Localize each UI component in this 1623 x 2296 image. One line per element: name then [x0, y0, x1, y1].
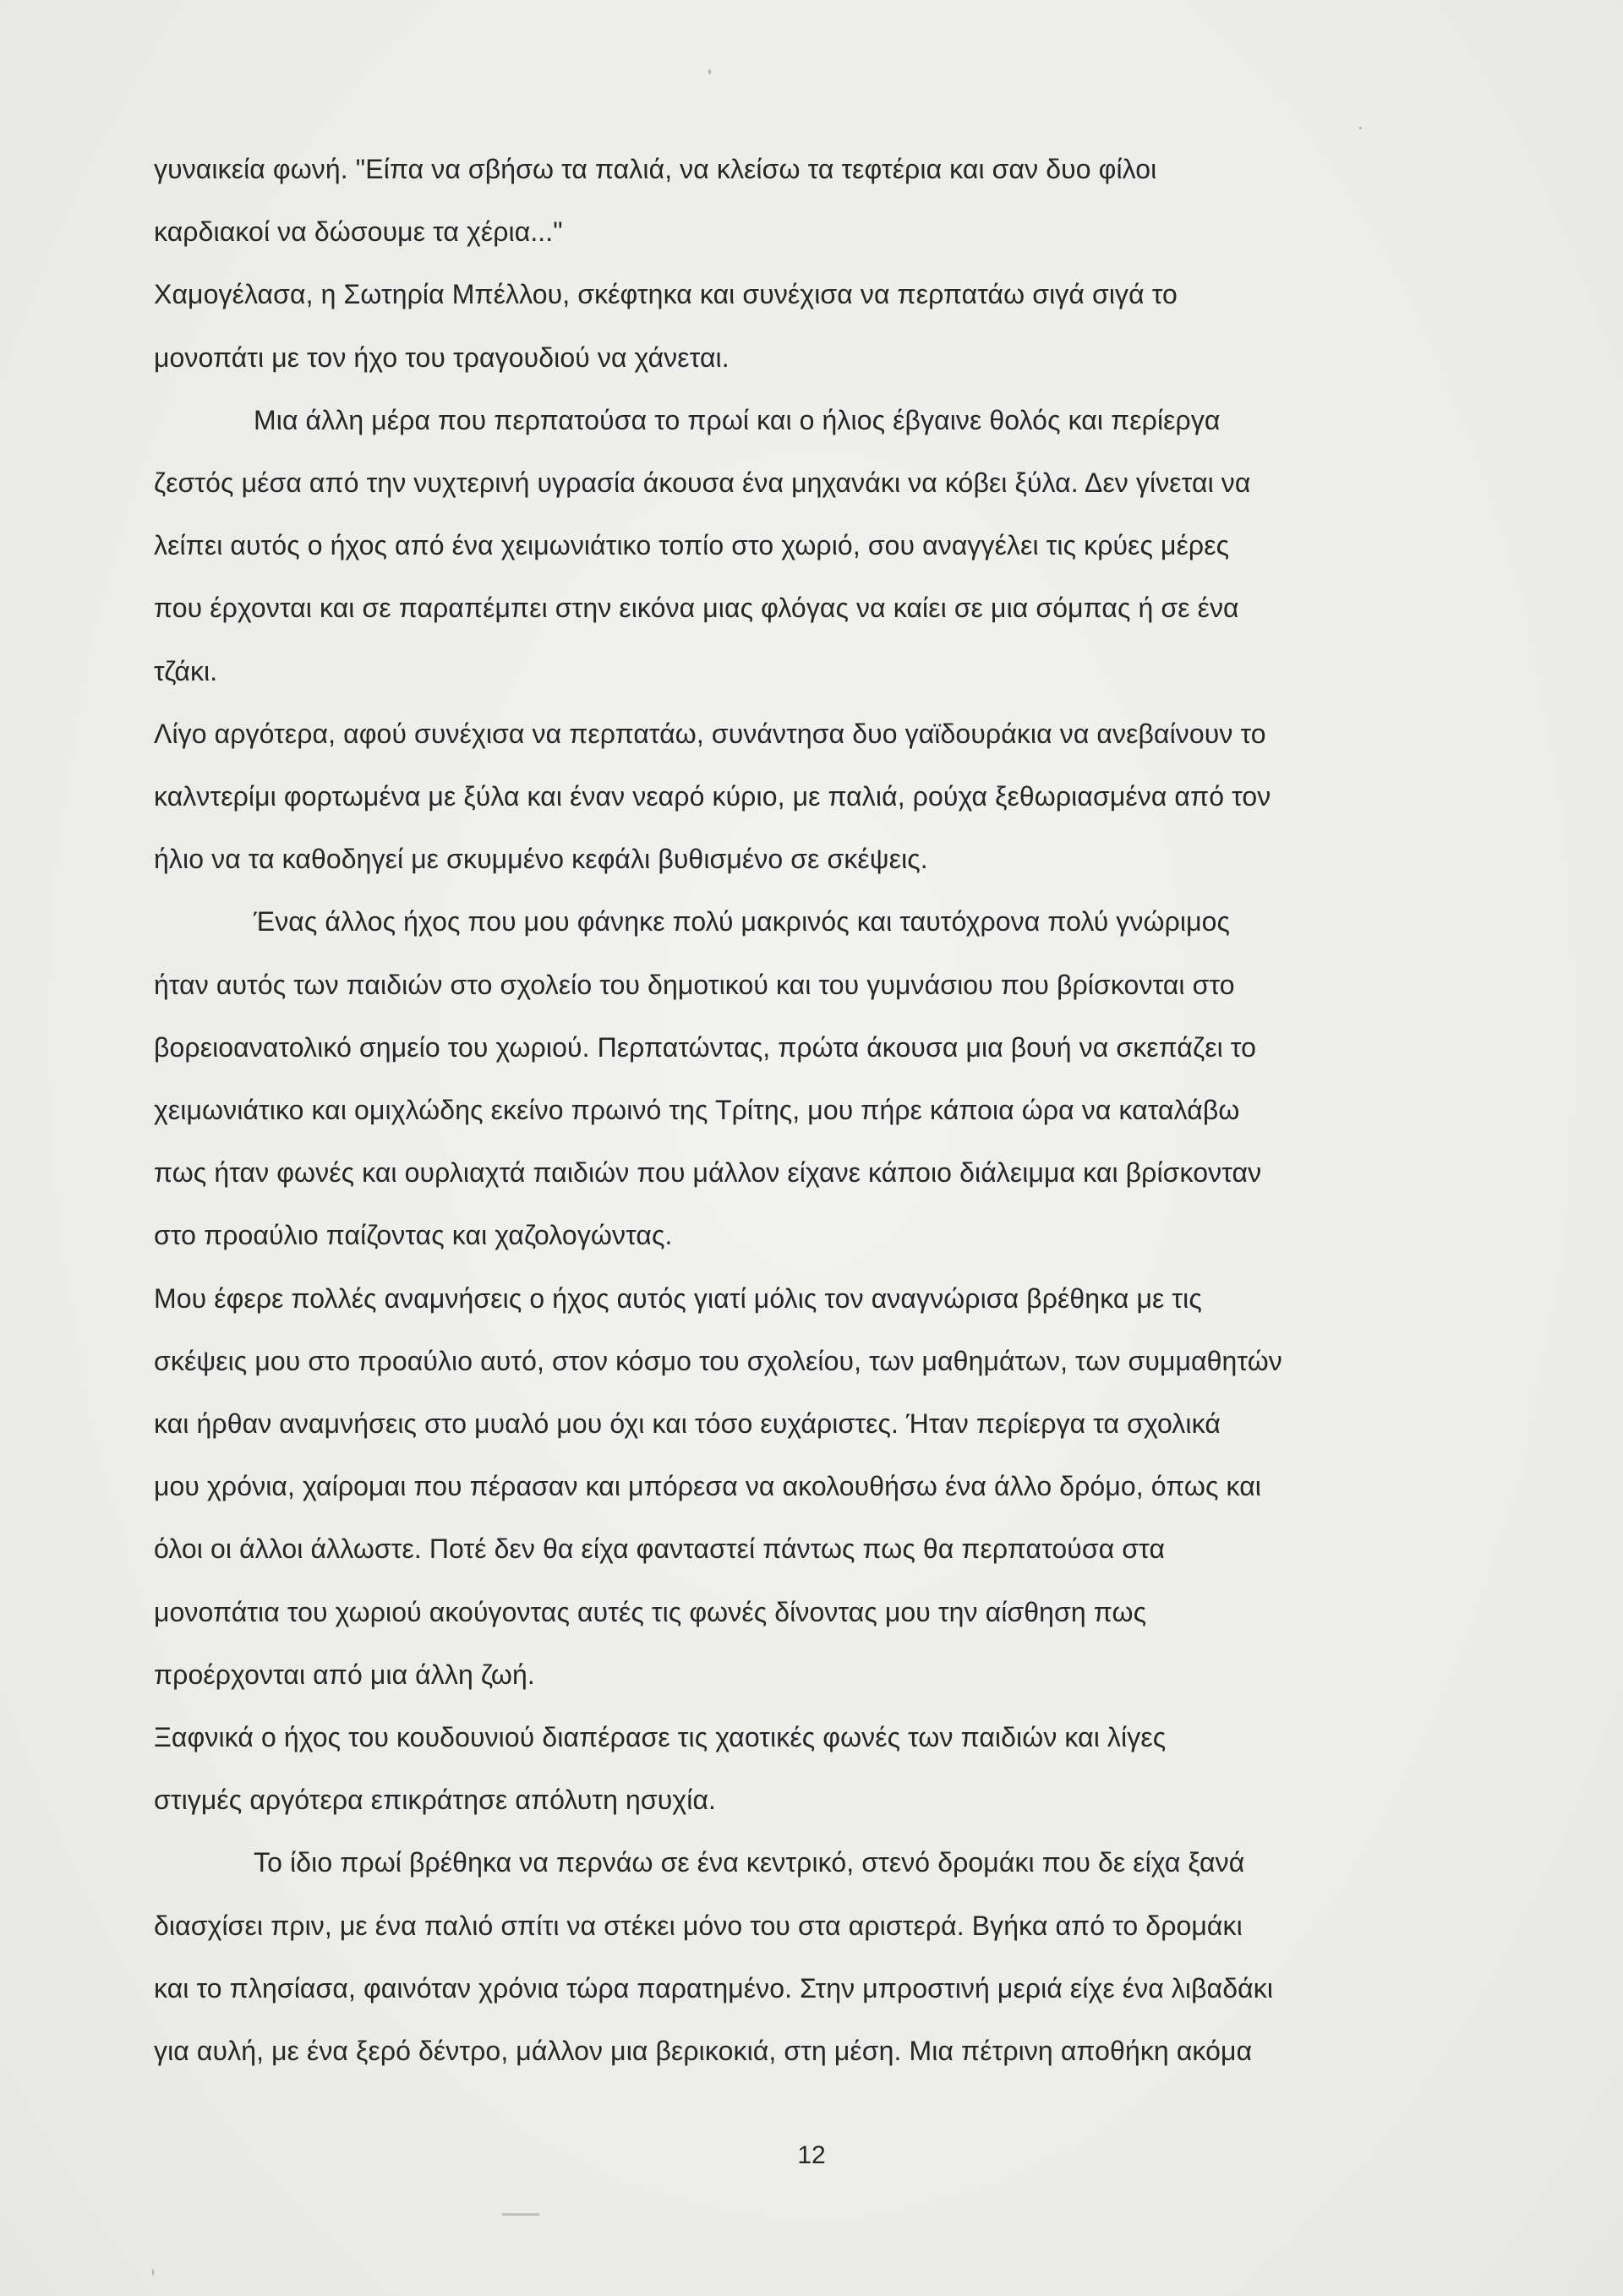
paper-speck: [1359, 127, 1362, 129]
text-line: Ξαφνικά ο ήχος του κουδουνιού διαπέρασε τις χαοτικές φωνές των παιδιών και λίγες: [154, 1722, 1167, 1752]
text-line: Λίγο αργότερα, αφού συνέχισα να περπατάω, συνάντησα δυο γαϊδουράκια να ανεβαίνουν το: [154, 718, 1266, 749]
text-line: τζάκι.: [154, 655, 218, 686]
paper-speck: [152, 2269, 154, 2276]
text-line: ήλιο να τα καθοδηγεί με σκυμμένο κεφάλι βυθισμένο σε σκέψεις.: [154, 844, 928, 875]
text-line: όλοι οι άλλοι άλλωστε. Ποτέ δεν θα είχα φανταστεί πάντως πως θα περπατούσα στα: [154, 1533, 1166, 1565]
page-number: 12: [797, 2141, 826, 2169]
text-line: διασχίσει πριν, με ένα παλιό σπίτι να στέκει μόνο του στα αριστερά. Βγήκα από το δρομάκι: [154, 1910, 1243, 1941]
text-line: Ένας άλλος ήχος που μου φάνηκε πολύ μακρινός και ταυτόχρονα πολύ γνώριμος: [254, 906, 1231, 938]
text-line: ήταν αυτός των παιδιών στο σχολείο του δημοτικού και του γυμνάσιου που βρίσκονται στο: [154, 969, 1235, 1000]
text-line: Μου έφερε πολλές αναμνήσεις ο ήχος αυτός γιατί μόλις τον αναγνώρισα βρέθηκα με τις: [154, 1282, 1202, 1314]
text-line: προέρχονται από μια άλλη ζωή.: [154, 1659, 535, 1690]
text-line: στιγμές αργότερα επικράτησε απόλυτη ησυχία.: [154, 1785, 717, 1816]
text-line: πως ήταν φωνές και ουρλιαχτά παιδιών που μάλλον είχανε κάποιο διάλειμμα και βρίσκονταν: [154, 1157, 1262, 1189]
text-line: Μια άλλη μέρα που περπατούσα το πρωί και ο ήλιος έβγαινε θολός και περίεργα: [254, 404, 1221, 435]
text-line: που έρχονται και σε παραπέμπει στην εικόνα μιας φλόγας να καίει σε μια σόμπας ή σε ένα: [154, 593, 1239, 624]
text-line: και το πλησίασα, φαινόταν χρόνια τώρα παρατημένο. Στην μπροστινή μεριά είχε ένα λιβαδάκι: [154, 1972, 1274, 2004]
text-line: Το ίδιο πρωί βρέθηκα να περνάω σε ένα κεντρικό, στενό δρομάκι που δε είχα ξανά: [254, 1847, 1245, 1878]
text-line: μονοπάτι με τον ήχο του τραγουδιού να χάνεται.: [154, 342, 730, 373]
paper-smudge: [502, 2213, 539, 2216]
text-line: καλντερίμι φορτωμένα με ξύλα και έναν νεαρό κύριο, με παλιά, ρούχα ξεθωριασμένα από τον: [154, 781, 1271, 812]
text-line: μονοπάτια του χωριού ακούγοντας αυτές τις φωνές δίνοντας μου την αίσθηση πως: [154, 1596, 1147, 1627]
text-line: καρδιακοί να δώσουμε τα χέρια...": [154, 216, 563, 248]
text-line: χειμωνιάτικο και ομιχλώδης εκείνο πρωινό της Τρίτης, μου πήρε κάποια ώρα να καταλάβω: [154, 1095, 1240, 1125]
text-line: βορειοανατολικό σημείο του χωριού. Περπατώντας, πρώτα άκουσα μια βουή να σκεπάζει το: [154, 1031, 1256, 1063]
text-line: και ήρθαν αναμνήσεις στο μυαλό μου όχι και τόσο ευχάριστες. Ήταν περίεργα τα σχολικά: [154, 1408, 1221, 1439]
text-line: Χαμογέλασα, η Σωτηρία Μπέλλου, σκέφτηκα και συνέχισα να περπατάω σιγά σιγά το: [154, 279, 1178, 310]
text-line: στο προαύλιο παίζοντας και χαζολογώντας.: [154, 1220, 673, 1251]
paper-speck: [708, 69, 711, 74]
text-line: γυναικεία φωνή. "Είπα να σβήσω τα παλιά, να κλείσω τα τεφτέρια και σαν δυο φίλοι: [154, 154, 1157, 184]
text-line: σκέψεις μου στο προαύλιο αυτό, στον κόσμο του σχολείου, των μαθημάτων, των συμμαθητών: [154, 1345, 1282, 1376]
text-line: λείπει αυτός ο ήχος από ένα χειμωνιάτικο τοπίο στο χωριό, σου αναγγέλει τις κρύες μέρες: [154, 530, 1230, 561]
text-line: μου χρόνια, χαίρομαι που πέρασαν και μπόρεσα να ακολουθήσω ένα άλλο δρόμο, όπως και: [154, 1471, 1262, 1502]
text-line: για αυλή, με ένα ξερό δέντρο, μάλλον μια βερικοκιά, στη μέση. Μια πέτρινη αποθήκη ακόμα: [154, 2036, 1253, 2066]
text-line: ζεστός μέσα από την νυχτερινή υγρασία άκουσα ένα μηχανάκι να κόβει ξύλα. Δεν γίνεται να: [154, 467, 1251, 498]
